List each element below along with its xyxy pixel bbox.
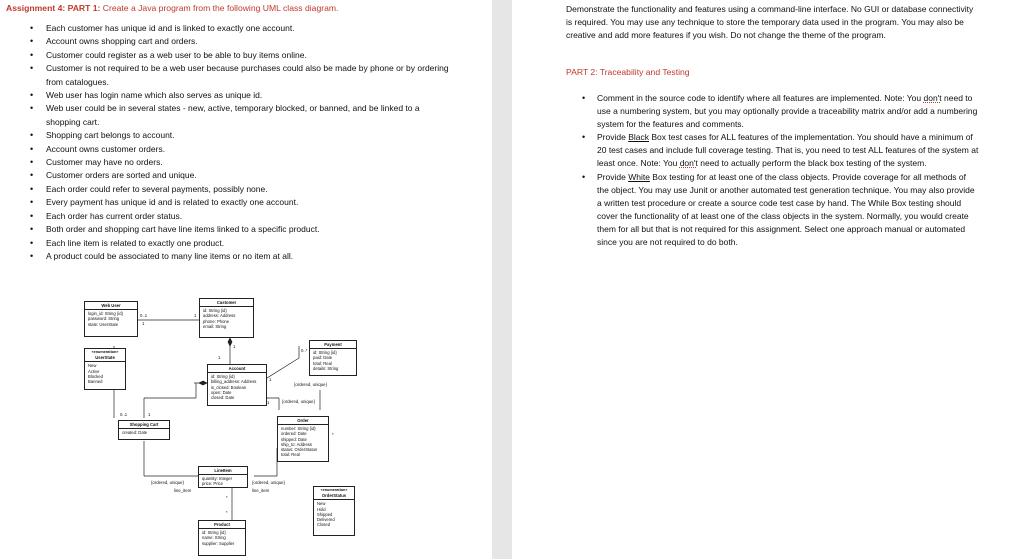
account-class: Account id: String {id} billing_address: Address is_closed: Boolean open: Date closed: Date: [207, 364, 267, 406]
multiplicity-label: *: [226, 510, 228, 515]
part2-heading: PART 2: Traceability and Testing: [566, 67, 690, 77]
list-item: • Customer could register as a web user to be able to buy items online.: [22, 49, 452, 62]
orderstatus-enum: «enumeration» OrderStatus New Hold Shipped Delivered Closed: [313, 486, 355, 536]
left-page: [0, 0, 492, 559]
page-title: [6, 3, 338, 13]
ordered-unique-label: {ordered, unique}: [282, 399, 315, 404]
list-item: • A product could be associated to many line items or no item at all.: [22, 250, 452, 263]
customer-class: Customer id: String {id} address: Address phone: Phone email: String: [199, 298, 254, 338]
uml-class-diagram: [84, 298, 384, 559]
list-item: • Comment in the source code to identify where all features are implemented. Note: You don't need to use a numbering system, but you may optionally provide a traceability matrix and/or add a numbering system for the features and comments.: [580, 92, 980, 131]
page-gutter: [492, 0, 512, 559]
multiplicity-label: 1: [194, 313, 197, 318]
title-prefix: Assignment 4: PART 1:: [6, 3, 101, 13]
order-class: Order number: String {id} ordered: Date shipped: Date ship_to: Address status: OrderStatus total: Real: [277, 416, 329, 462]
multiplicity-label: 0..1: [120, 412, 128, 417]
lineitem-class: LineItem quantity: Integer price: Price: [198, 466, 248, 488]
userstate-enum: «enumeration» UserState New Active Blocked Banned: [84, 348, 126, 390]
intro-paragraph: Demonstrate the functionality and features using a command-line interface. No GUI or database connectivity is required. You may use any technique to store the temporary data used in the program. You may also be creative and add more features if you wish. Do not change the theme of the program.: [566, 4, 974, 41]
testing-list: [580, 92, 980, 249]
list-item: • Each order could refer to several payments, possibly none.: [22, 183, 452, 196]
ordered-unique-label: {ordered, unique}: [151, 480, 184, 485]
list-item: • Both order and shopping cart have line items linked to a specific product.: [22, 223, 452, 236]
multiplicity-label: 0..1: [140, 313, 148, 318]
ordered-unique-label: {ordered, unique}: [252, 480, 285, 485]
multiplicity-label: 1: [148, 412, 151, 417]
list-item: • Web user could be in several states - new, active, temporary blocked, or banned, and be linked to a shopping cart.: [22, 102, 452, 129]
webuser-class: Web User login_id: String {id} password: String state: UserState: [84, 301, 138, 337]
list-item: • Every payment has unique id and is related to exactly one account.: [22, 196, 452, 209]
ordered-unique-label: {ordered, unique}: [294, 382, 327, 387]
title-rest: Create a Java program from the following UML class diagram.: [100, 3, 339, 13]
list-item: • Each customer has unique id and is linked to exactly one account.: [22, 22, 452, 35]
right-page: [512, 0, 1024, 559]
multiplicity-label: 1: [267, 400, 270, 405]
multiplicity-label: *: [332, 432, 334, 437]
list-item: • Account owns shopping cart and orders.: [22, 35, 452, 48]
list-item: • Provide Black Box test cases for ALL features of the implementation. You should have a minimum of 20 test cases and include full coverage testing. That is, you need to test ALL features of the system at least once. Note: You don't need to actually perform the black box testing of the system.: [580, 131, 980, 170]
multiplicity-label: *: [226, 495, 228, 500]
list-item: • Provide White Box testing for at least one of the class objects. Provide coverage for all methods of the object. You may use Junit or another automated test generation technique. You may also provide a written test procedure or create a source code test case by hand. The While Box testing should cover the functionality of at least one of the class objects in the system. Normally, you would create them for all but that is not required for this assignment. Select one approach manual or automated since you are not required to do both.: [580, 171, 980, 250]
list-item: • Each order has current order status.: [22, 210, 452, 223]
payment-class: Payment id: String {id} paid: Date total: Real details: String: [309, 340, 357, 376]
role-label: line_item: [252, 488, 270, 493]
requirements-list: [22, 22, 452, 263]
multiplicity-label: 1: [233, 344, 236, 349]
product-class: Product id: String {id} name: String supplier: Supplier: [198, 520, 246, 556]
role-label: line_item: [174, 488, 192, 493]
list-item: • Customer may have no orders.: [22, 156, 452, 169]
multiplicity-label: 1: [269, 377, 272, 382]
list-item: • Customer is not required to be a web user because purchases could also be made by phone or by ordering from catalogues.: [22, 62, 452, 89]
multiplicity-label: 1: [142, 321, 145, 326]
list-item: • Customer orders are sorted and unique.: [22, 169, 452, 182]
shoppingcart-class: Shopping Cart created: Date: [118, 420, 170, 440]
multiplicity-label: 0..*: [301, 348, 308, 353]
list-item: • Web user has login name which also serves as unique id.: [22, 89, 452, 102]
list-item: • Account owns customer orders.: [22, 143, 452, 156]
multiplicity-label: 1: [218, 355, 221, 360]
list-item: • Each line item is related to exactly one product.: [22, 237, 452, 250]
list-item: • Shopping cart belongs to account.: [22, 129, 452, 142]
